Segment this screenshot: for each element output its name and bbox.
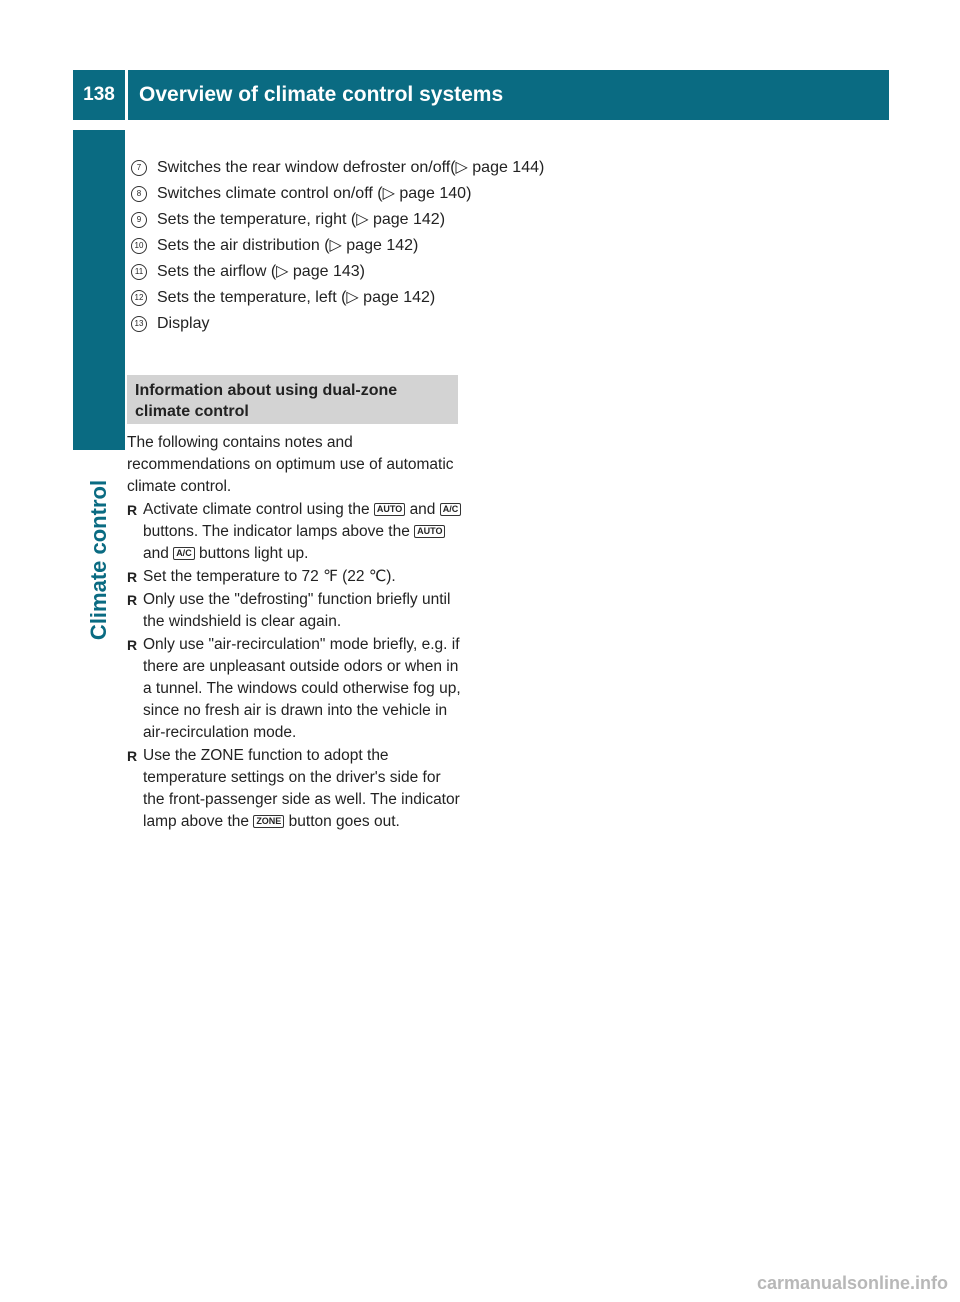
bullet-text: and xyxy=(143,545,169,562)
legend-item xyxy=(129,259,589,285)
legend-text: Sets the temperature, left (▷ page 142) xyxy=(157,289,436,306)
bullet-text: and xyxy=(409,501,436,518)
bullet-text: buttons light up. xyxy=(199,545,309,562)
legend-text: Sets the temperature, right (▷ page 142) xyxy=(157,211,446,228)
bullet-text: Only use the "defrosting" function briefly until the windshield is clear again. xyxy=(143,591,451,630)
legend-text: Sets the airflow (▷ page 143) xyxy=(157,263,365,280)
section-heading: Information about using dual-zone climate control xyxy=(127,375,458,424)
legend-text: Switches the rear window defroster on/off(▷ page 144) xyxy=(157,159,545,176)
bullet-marker: R xyxy=(127,592,138,608)
auto-key-icon: AUTO xyxy=(414,525,445,538)
legend-item xyxy=(129,285,589,311)
bullet-marker: R xyxy=(127,502,138,518)
watermark: carmanualsonline.info xyxy=(756,1273,948,1293)
bullet-marker: R xyxy=(127,569,138,585)
legend-text: Switches climate control on/off (▷ page 140) xyxy=(157,185,472,202)
page-number: 138 xyxy=(83,84,115,105)
bullet-item xyxy=(127,634,462,744)
callout-number-icon: 8 xyxy=(131,186,147,202)
section-tab-label: Climate control xyxy=(86,479,111,641)
legend-item xyxy=(129,233,589,259)
legend-item xyxy=(129,207,589,233)
ac-key-icon: A/C xyxy=(440,503,462,516)
bullet-text: button goes out. xyxy=(288,813,400,830)
callout-number-icon: 13 xyxy=(131,316,147,332)
page-header xyxy=(73,70,889,120)
bullet-item xyxy=(127,566,462,588)
bullet-item xyxy=(127,745,462,833)
callout-legend xyxy=(129,155,589,337)
bullet-item xyxy=(127,499,462,565)
callout-number-icon: 12 xyxy=(131,290,147,306)
auto-key-icon: AUTO xyxy=(374,503,405,516)
legend-item xyxy=(129,181,589,207)
header-divider xyxy=(125,70,128,120)
bullet-marker: R xyxy=(127,748,138,764)
page-title: Overview of climate control systems xyxy=(139,83,504,106)
zone-key-icon: ZONE xyxy=(253,815,284,828)
bullet-text: buttons. The indicator lamps above the xyxy=(143,523,410,540)
callout-number-icon: 11 xyxy=(131,264,147,280)
section-body xyxy=(127,432,462,833)
bullet-text: Set the temperature to 72 ℉ (22 ℃). xyxy=(143,568,396,585)
legend-item xyxy=(129,311,589,337)
legend-item xyxy=(129,155,589,181)
legend-text: Sets the air distribution (▷ page 142) xyxy=(157,237,419,254)
bullet-text: Only use "air-recirculation" mode briefly, e.g. if there are unpleasant outside odors or when in a tunnel. The windows could otherwise fog up, since no fresh air is drawn into the vehicle in air-recirculation mode. xyxy=(143,636,461,741)
bullet-marker: R xyxy=(127,637,138,653)
intro-paragraph: The following contains notes and recommendations on optimum use of automatic climate control. xyxy=(127,434,454,495)
callout-number-icon: 7 xyxy=(131,160,147,176)
sidebar-bar xyxy=(73,130,125,450)
section-tab xyxy=(73,460,125,660)
callout-number-icon: 9 xyxy=(131,212,147,228)
legend-text: Display xyxy=(157,315,210,332)
bullet-text: Use the ZONE function to adopt the temperature settings on the driver's side for the front-passenger side as well. The indicator lamp above the xyxy=(143,747,460,830)
callout-number-icon: 10 xyxy=(131,238,147,254)
ac-key-icon: A/C xyxy=(173,547,195,560)
bullet-item xyxy=(127,589,462,633)
bullet-text: Activate climate control using the xyxy=(143,501,370,518)
